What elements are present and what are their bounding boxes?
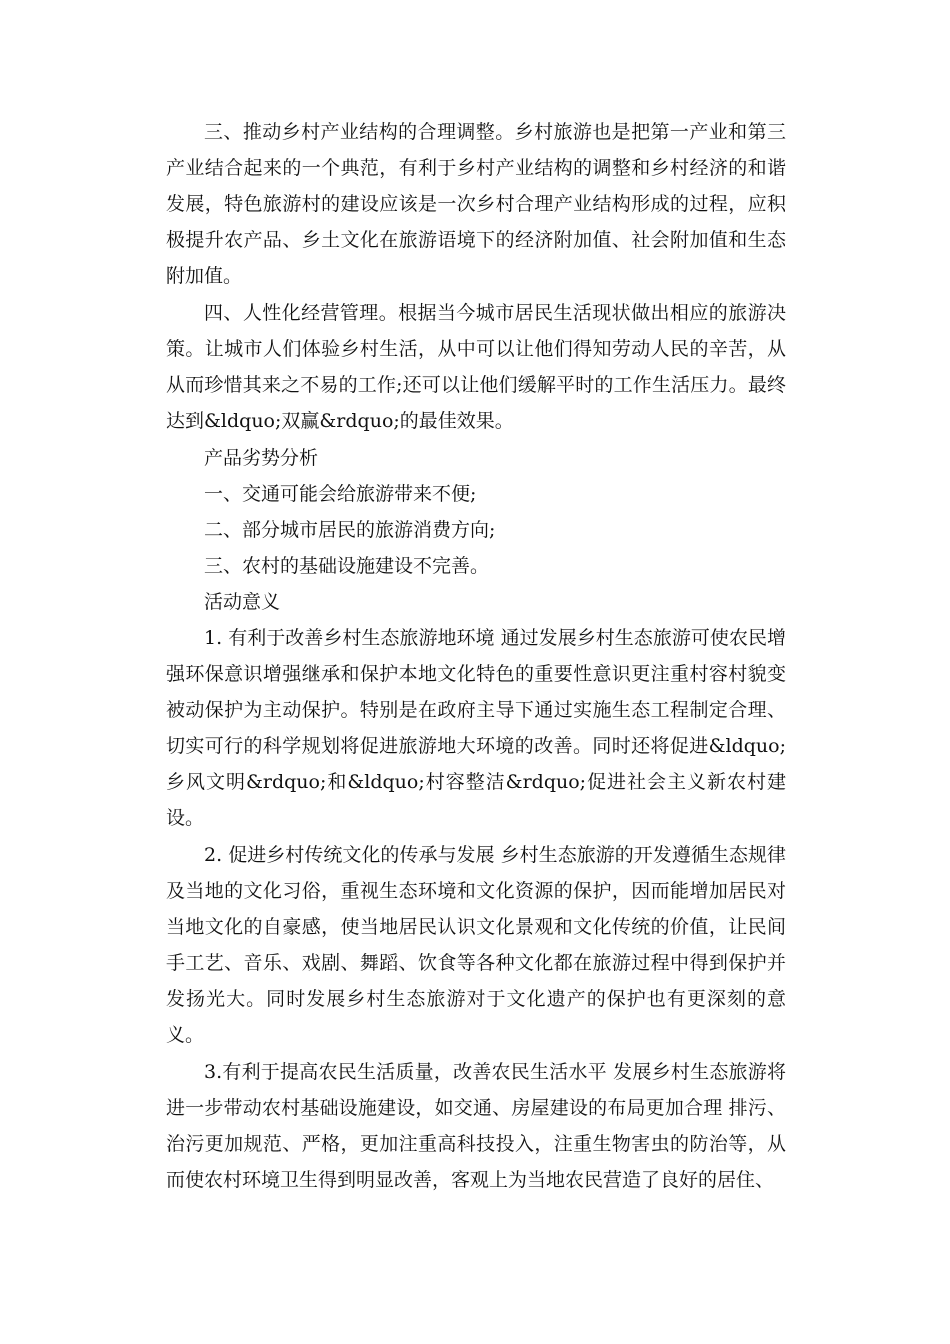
weakness-item-consumption: 二、部分城市居民的旅游消费方向; bbox=[204, 519, 496, 541]
heading-product-weakness: 产品劣势分析 bbox=[204, 447, 319, 469]
paragraph-significance-culture: 2. 促进乡村传统文化的传承与发展 乡村生态旅游的开发遵循生态规律及当地的文化习俗，重视生态环境和文化资源的保护，因而能增加居民对当地文化的自豪感，使当地居民认识文化景观和文化传统的价值，让民间手工艺、音乐、戏剧、舞蹈、饮食等各种文化都在旅游过程中得到保护并发扬光大。同时发展乡村生态旅游对于文化遗产的保护也有更深刻的意义。 bbox=[166, 844, 786, 1046]
document-page bbox=[166, 114, 786, 1199]
paragraph-industry-structure: 三、推动乡村产业结构的合理调整。乡村旅游也是把第一产业和第三产业结合起来的一个典范，有利于乡村产业结构的调整和乡村经济的和谐发展，特色旅游村的建设应该是一次乡村合理产业结构形成的过程，应积极提升农产品、乡土文化在旅游语境下的经济附加值、社会附加值和生态附加值。 bbox=[166, 121, 786, 287]
paragraph-significance-environment: 1. 有利于改善乡村生态旅游地环境 通过发展乡村生态旅游可使农民增强环保意识增强继承和保护本地文化特色的重要性意识更注重村容村貌变被动保护为主动保护。特别是在政府主导下通过实施生态工程制定合理、切实可行的科学规划将促进旅游地大环境的改善。同时还将促进&ldquo;乡风文明&rdquo;和&ldquo;村容整洁&rdquo;促进社会主义新农村建设。 bbox=[166, 627, 786, 829]
paragraph-significance-living-quality: 3.有利于提高农民生活质量，改善农民生活水平 发展乡村生态旅游将进一步带动农村基础设施建设，如交通、房屋建设的布局更加合理 排污、治污更加规范、严格，更加注重高科技投入，注重生物害虫的防治等，从而使农村环境卫生得到明显改善，客观上为当地农民营造了良好的居住、 bbox=[166, 1061, 786, 1191]
heading-activity-significance: 活动意义 bbox=[204, 591, 281, 613]
weakness-item-infrastructure: 三、农村的基础设施建设不完善。 bbox=[204, 555, 490, 577]
weakness-item-transport: 一、交通可能会给旅游带来不便; bbox=[204, 483, 477, 505]
paragraph-humanized-management: 四、人性化经营管理。根据当今城市居民生活现状做出相应的旅游决策。让城市人们体验乡村生活，从中可以让他们得知劳动人民的辛苦，从从而珍惜其来之不易的工作;还可以让他们缓解平时的工作生活压力。最终达到&ldquo;双赢&rdquo;的最佳效果。 bbox=[166, 302, 786, 432]
